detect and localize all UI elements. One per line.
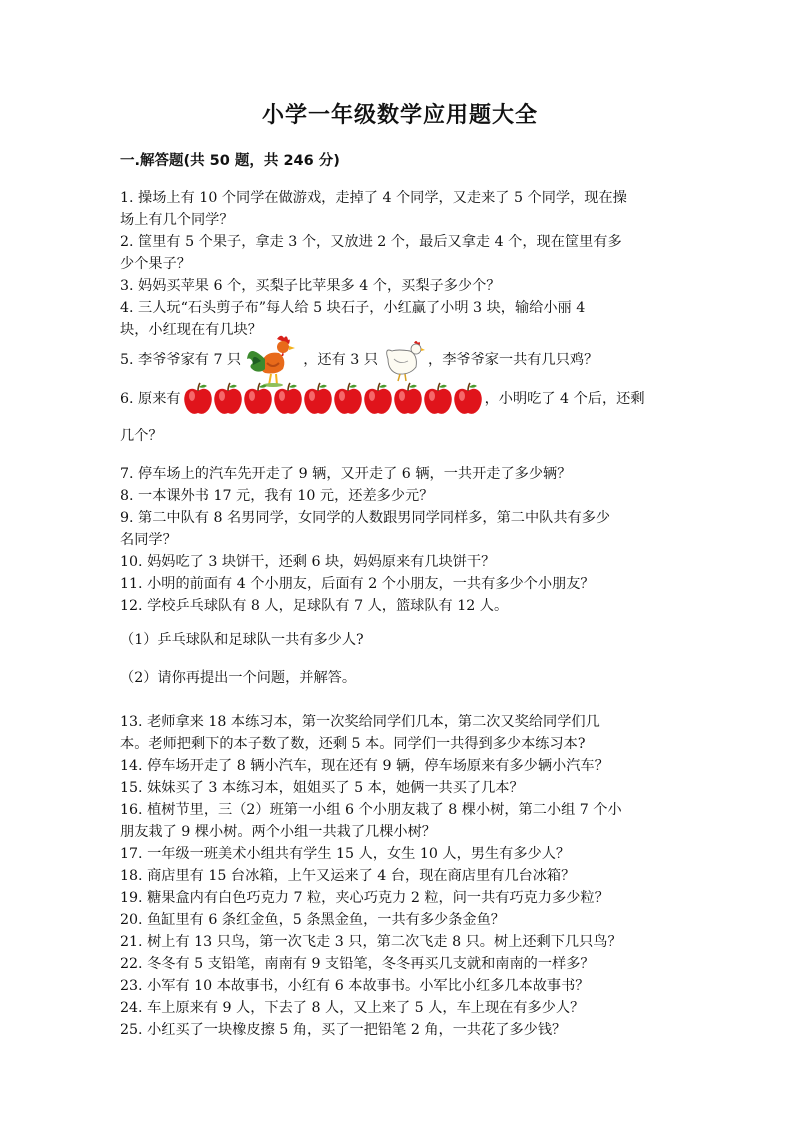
question-1-line-2: 场上有几个同学？: [120, 212, 234, 228]
question-9-line-1: 9. 第二中队有 8 名男同学，女同学的人数跟男同学同样多，第二中队共有多少: [120, 510, 611, 526]
question-5-text-mid: ，还有 3 只: [303, 352, 379, 368]
apple-icon: [423, 382, 453, 416]
question-12: 12. 学校乒乓球队有 8 人，足球队有 7 人，篮球队有 12 人。: [120, 598, 509, 614]
question-24: 24. 车上原来有 9 人，下去了 8 人，又上来了 5 人，车上现在有多少人？: [120, 1000, 585, 1016]
question-12-part-2: （2）请你再提出一个问题，并解答。: [120, 670, 357, 686]
page-title: 小学一年级数学应用题大全: [261, 103, 538, 128]
question-4-line-1: 4. 三人玩“石头剪子布”每人给 5 块石子，小红赢了小明 3 块，输给小丽 4: [120, 300, 586, 316]
question-18: 18. 商店里有 15 台冰箱，上午又运来了 4 台，现在商店里有几台冰箱？: [120, 868, 576, 884]
question-11: 11. 小明的前面有 4 个小朋友，后面有 2 个小朋友，一共有多少个小朋友？: [120, 576, 595, 592]
question-2-line-1: 2. 筐里有 5 个果子，拿走 3 个，又放进 2 个，最后又拿走 4 个，现在筐里有多: [120, 234, 622, 250]
question-3: 3. 妈妈买苹果 6 个，买梨子比苹果多 4 个，买梨子多少个？: [120, 278, 501, 294]
question-21: 21. 树上有 13 只鸟，第一次飞走 3 只，第二次飞走 8 只。树上还剩下几只鸟？: [120, 934, 622, 950]
question-19: 19. 糖果盒内有白色巧克力 7 粒，夹心巧克力 2 粒，问一共有巧克力多少粒？: [120, 890, 609, 906]
question-25: 25. 小红买了一块橡皮擦 5 角，买了一把铅笔 2 角，一共花了多少钱？: [120, 1022, 567, 1038]
question-14: 14. 停车场开走了 8 辆小汽车，现在还有 9 辆，停车场原来有多少辆小汽车？: [120, 758, 609, 774]
question-6-line-2: 几个？: [120, 428, 163, 444]
apple-icon: [273, 382, 303, 416]
section-heading: 一.解答题(共 50 题，共 246 分): [120, 153, 340, 169]
question-15: 15. 妹妹买了 3 本练习本，姐姐买了 5 本，她俩一共买了几本？: [120, 780, 524, 796]
apple-icon: [243, 382, 273, 416]
apple-icon: [453, 382, 483, 416]
question-16-line-1: 16. 植树节里，三（2）班第一小组 6 个小朋友栽了 8 棵小树，第二小组 7 个小: [120, 802, 622, 818]
question-6-text-pre: 6. 原来有: [120, 391, 181, 407]
apple-icon: [213, 382, 243, 416]
apple-icon: [303, 382, 333, 416]
question-12-part-1: （1）乒乓球队和足球队一共有多少人?: [120, 632, 364, 648]
question-20: 20. 鱼缸里有 6 条红金鱼，5 条黑金鱼，一共有多少条金鱼？: [120, 912, 505, 928]
question-6-text-post: ，小明吃了 4 个后，还剩: [484, 391, 645, 407]
rooster-icon: [243, 333, 301, 387]
question-2-line-2: 少个果子？: [120, 256, 191, 272]
apple-icon: [333, 382, 363, 416]
question-10: 10. 妈妈吃了 3 块饼干，还剩 6 块，妈妈原来有几块饼干？: [120, 554, 496, 570]
question-5-text-post: ，李爷爷家一共有几只鸡？: [428, 352, 599, 368]
question-5-text-pre: 5. 李爷爷家有 7 只: [120, 352, 242, 368]
question-22: 22. 冬冬有 5 支铅笔，南南有 9 支铅笔，冬冬再买几支就和南南的一样多？: [120, 956, 595, 972]
hen-icon: [380, 337, 426, 383]
question-17: 17. 一年级一班美术小组共有学生 15 人，女生 10 人，男生有多少人？: [120, 846, 571, 862]
question-13-line-2: 本。老师把剩下的本子数了数，还剩 5 本。同学们一共得到多少本练习本?: [120, 736, 586, 752]
apple-icon: [363, 382, 393, 416]
question-7: 7. 停车场上的汽车先开走了 9 辆，又开走了 6 辆，一共开走了多少辆？: [120, 466, 572, 482]
apple-row: [183, 382, 483, 416]
question-1-line-1: 1. 操场上有 10 个同学在做游戏，走掉了 4 个同学，又走来了 5 个同学，现在操: [120, 190, 627, 206]
question-8: 8. 一本课外书 17 元，我有 10 元，还差多少元？: [120, 488, 434, 504]
apple-icon: [393, 382, 423, 416]
question-5: [120, 333, 598, 387]
question-13-line-1: 13. 老师拿来 18 本练习本，第一次奖给同学们几本，第二次又奖给同学们几: [120, 714, 600, 730]
question-4-line-2: 块，小红现在有几块？: [120, 322, 262, 338]
question-9-line-2: 名同学？: [120, 532, 177, 548]
question-6: [120, 380, 645, 418]
question-23: 23. 小军有 10 本故事书，小红有 6 本故事书。小军比小红多几本故事书？: [120, 978, 590, 994]
question-16-line-2: 朋友栽了 9 棵小树。两个小组一共栽了几棵小树？: [120, 824, 436, 840]
apple-icon: [183, 382, 213, 416]
